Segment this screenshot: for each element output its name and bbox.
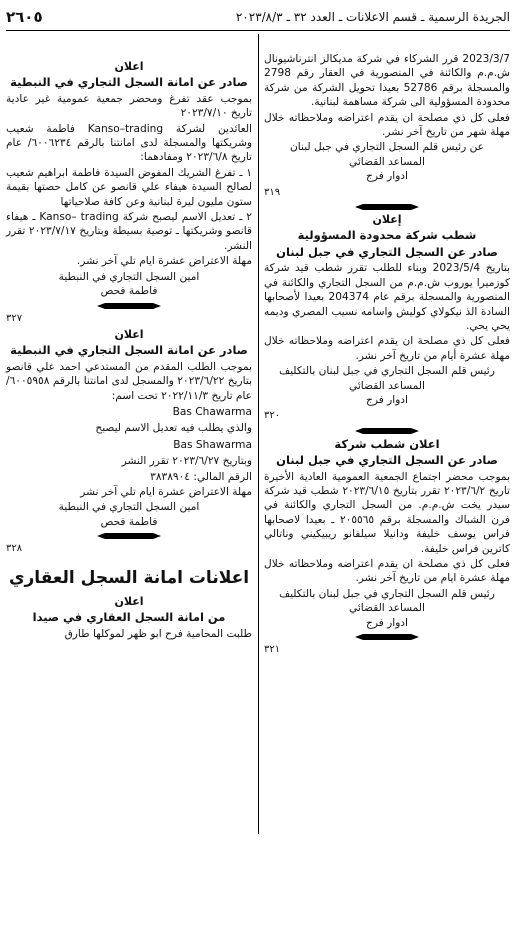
signature-name: ادوار فرج xyxy=(366,393,408,406)
notice-body: والذي يطلب فيه تعديل الاسم ليصبح xyxy=(95,422,252,435)
separator-ornament xyxy=(264,427,510,435)
notice-body: طلبت المحامية فرح ابو ظهر لموكلها طارق xyxy=(64,627,252,640)
left-column xyxy=(6,58,252,928)
signature-line: امين السجل التجاري في النبطية xyxy=(58,501,200,514)
business-name-old: Bas Chawarma xyxy=(172,405,252,418)
notice-328 xyxy=(6,328,252,557)
notice-number: ٣٢٠ xyxy=(264,410,281,422)
notice-body: وبتاريخ ٢٠٢٣/٦/٢٧ تقرر النشر xyxy=(121,455,252,468)
notice-objection: فعلى كل ذي مصلحة ان يقدم اعتراضه وملاحظاته خلال مهلة عشرة ايام من تاريخ آخر نشر. xyxy=(264,558,510,585)
notice-number: ٣٢١ xyxy=(264,644,281,656)
signature-line: رئيس قلم السجل التجاري في جبل لبنان بالتكليف xyxy=(279,587,495,600)
signature-line: عن رئيس قلم السجل التجاري في جبل لبنان xyxy=(290,141,484,154)
notice-body: العائدين لشركة Kanso–trading فاطمة شعيب وشريكتها والمسجلة لدى امانتنا بالرقم ٦٠٠٦٢٣٤/ عام تاريخ ٢٠٢٣/٦/٨ ومفادهما: xyxy=(6,122,253,164)
notice-327 xyxy=(6,60,252,326)
notice-number: ٣٢٧ xyxy=(6,312,23,324)
financial-number: الرقم المالي: ٣٨٣٨٩٠٤ xyxy=(150,470,252,483)
notice-number: ٣١٩ xyxy=(264,186,281,198)
section-title: اعلانات امانة السجل العقاري xyxy=(8,567,250,588)
notice-item: ٢ ـ تعديل الاسم ليصبح شركة Kanso– trading ـ هيفاء قانصو وشريكتها ـ توصية بسيطة وبتاريخ ٢٠٢٣/٧/١٧ تقرر النشر. xyxy=(6,211,252,252)
page-number: ٢٦٠٥ xyxy=(6,8,43,26)
notice-heading: اعلان xyxy=(114,327,144,341)
column-divider xyxy=(258,34,259,834)
separator-ornament xyxy=(264,203,510,211)
notice-objection: فعلى كل ذي مصلحة ان يقدم اعتراضه وملاحظاته خلال مهلة شهر من تاريخ آخر نشر. xyxy=(264,111,510,139)
notice-body: 2023/3/7 قرر الشركاء في شركة مديكالز انترناشيونال ش.م.م والكائنة في المنصورية في العقار رقم 2798 والمسجلة برقم 52786 بعيدا تحويل الشركة من شركة محدودة المسؤولية الى شركة مساهمة لبنانية. xyxy=(264,53,511,109)
signature-name: فاطمة فحص xyxy=(100,515,158,528)
notice-issuer: صادر عن امانة السجل التجاري في النبطية xyxy=(10,75,248,90)
notice-issuer: صادر عن السجل التجاري في جبل لبنان xyxy=(276,453,498,468)
signature-name: ادوار فرج xyxy=(366,616,408,629)
notice-objection: فعلى كل ذي مصلحة ان يقدم اعتراضه وملاحظاته خلال مهلة عشرة أيام من تاريخ آخر نشر. xyxy=(264,335,510,362)
notice-objection: مهلة الاعتراض عشرة ايام تلي آخر نشر. xyxy=(76,255,252,268)
notice-body: بتاريخ 2023/5/4 وبناء للطلب تقرر شطب قيد شركة كوزميرا يوروب ش.م.م من السجل التجاري والكائنة في المنصورية والمسجلة برقم عام 204374 بعيدا لأصحابها السادة الذ نيكولاي كوليش واسامه نسيب المصري وديمه يحي يحي. xyxy=(264,262,510,332)
notice-issuer: من امانة السجل العقاري في صيدا xyxy=(32,610,226,625)
notice-item: ١ ـ تفرغ الشريك المفوض السيدة فاطمة ابراهيم شعيب لصالح السيدة هيفاء علي قانصو عن كامل حصتها بقيمة ستون مليون ليرة لبنانية وعن كافة صلاحياتها xyxy=(6,166,252,208)
notice-320 xyxy=(264,213,510,435)
signature-line: المساعد القضائي xyxy=(349,155,425,168)
signature-line: المساعد القضائي xyxy=(349,379,425,392)
notice-319 xyxy=(264,52,510,211)
notice-body: بموجب الطلب المقدم من المستدعي احمد علي قانصو بتاريخ ٢٠٢٣/٦/٢٢ والمسجل لدى امانتنا بالرقم ٦٠٠٥٩٥٨/عام تاريخ ٢٠٢٢/١١/٣ تحت اسم: xyxy=(6,360,252,402)
page-header xyxy=(6,4,510,31)
signature-name: فاطمة فحص xyxy=(100,285,158,298)
notice-real-estate xyxy=(6,595,252,641)
business-name-new: Bas Shawarma xyxy=(173,438,252,451)
notice-heading: إعلان xyxy=(372,213,402,227)
signature-line: المساعد القضائي xyxy=(349,602,425,615)
notice-issuer: صادر عن امانة السجل التجاري في النبطية xyxy=(10,343,248,358)
separator-ornament xyxy=(6,532,252,540)
notice-number: ٣٢٨ xyxy=(6,543,23,555)
notice-objection: مهلة الاعتراض عشرة ايام تلي آخر نشر xyxy=(80,485,252,498)
right-column xyxy=(264,52,510,928)
notice-heading: اعلان شطب شركة xyxy=(334,436,440,451)
separator-ornament xyxy=(6,302,252,310)
notice-body: بموجب عقد تفرغ ومحضر جمعية عمومية غير عادية تاريخ ٢٠٢٣/٧/١٠ xyxy=(6,92,252,120)
signature-line: رئيس قلم السجل التجاري في جبل لبنان بالتكليف xyxy=(279,365,495,378)
notice-heading: اعلان xyxy=(114,595,144,608)
separator-ornament xyxy=(264,633,510,641)
notice-subheading: شطب شركة محدودة المسؤولية xyxy=(297,228,477,243)
header-title: الجريدة الرسمية ـ قسم الاعلانات ـ العدد ٣٢ ـ ٢٠٢٣/٨/٣ xyxy=(235,10,510,24)
signature-name: ادوار فرج xyxy=(366,170,408,183)
signature-line: امين السجل التجاري في النبطية xyxy=(58,270,200,283)
notice-heading: اعلان xyxy=(114,60,144,73)
notice-issuer: صادر عن السجل التجاري في جبل لبنان xyxy=(276,244,498,259)
notice-body: بموجب محضر اجتماع الجمعية العمومية العادية الأخيرة تاريخ ٢٠٢٣/٦/٢ تقرر بتاريخ ٢٠٢٣/٦/١٥ شطب قيد شركة سيدر يخت ش.م.م. من السجل التجاري والكائنة في فرن الشباك والمسجلة برقم ٢٠٥٥٦٥ ـ بعيدا لاصحابها فراس يوسف خليفة ودانيلا سيلفانو ريبيكيني وناتالي كاترين فراس خليفة. xyxy=(264,470,510,555)
notice-321 xyxy=(264,437,510,658)
